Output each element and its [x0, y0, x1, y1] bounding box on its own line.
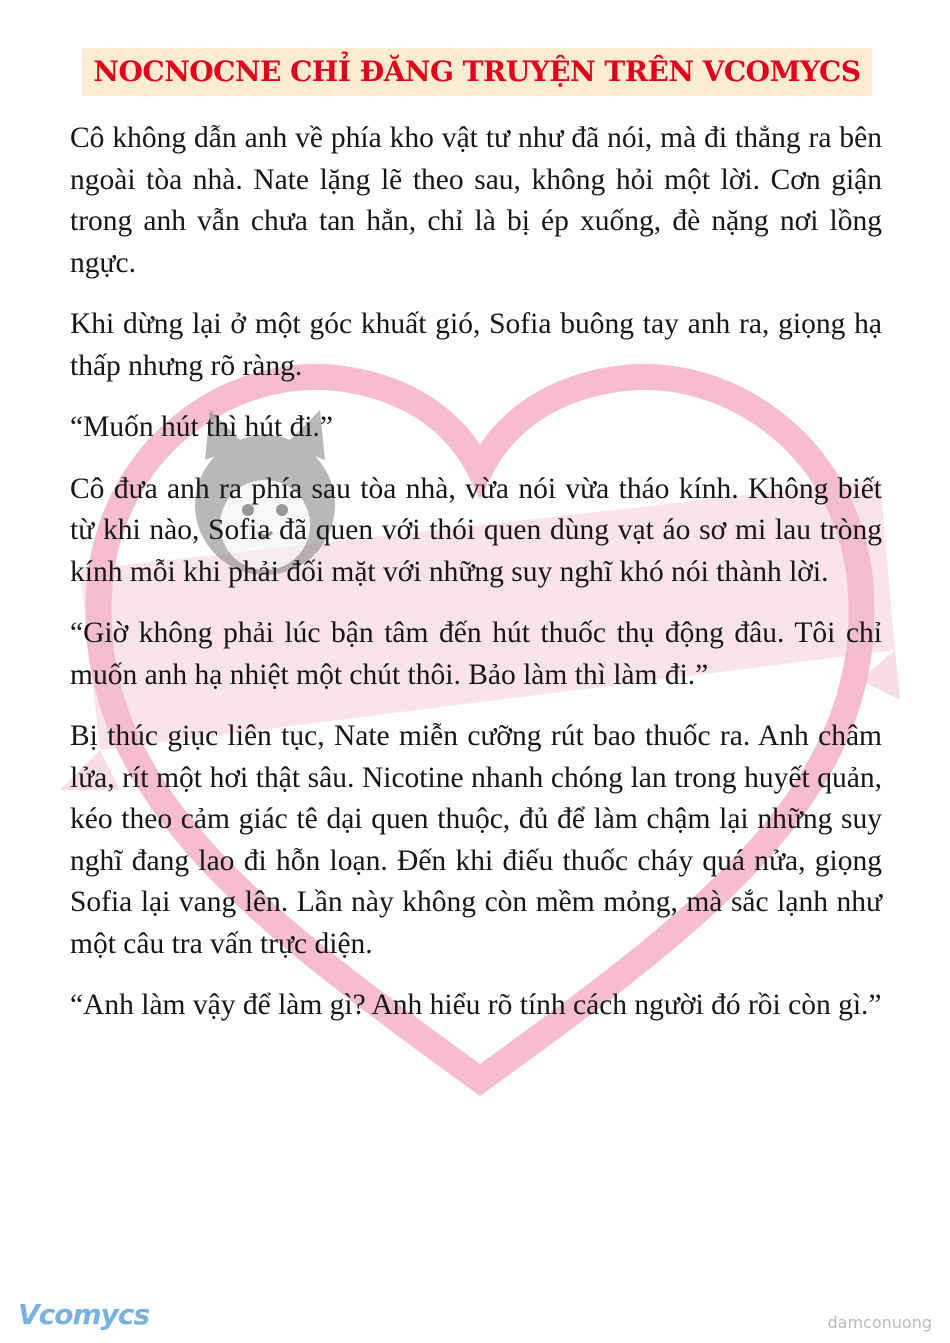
paragraph-6: Bị thúc giục liên tục, Nate miễn cưỡng rút bao thuốc ra. Anh châm lửa, rít một hơi thật sâu. Nicotine nhanh chóng lan trong huyết quản, kéo theo cảm giác tê dại quen thuộc, đủ để làm chậm lại những suy nghĩ đang lao đi hỗn loạn. Đến khi điếu thuốc cháy quá nửa, giọng Sofia lại vang lên. Lần này không còn mềm mỏng, mà sắc lạnh như một câu tra vấn trực diện. — [70, 720, 882, 960]
vcomycs-logo: Vcomycs — [18, 1298, 150, 1331]
paragraph-2: Khi dừng lại ở một góc khuất gió, Sofia buông tay anh ra, giọng hạ thấp nhưng rõ ràng. — [70, 308, 882, 382]
paragraph-7: “Anh làm vậy để làm gì? Anh hiểu rõ tính cách người đó rồi còn gì.” — [70, 989, 882, 1021]
document-body — [70, 48, 882, 1027]
source-watermark: damconuong — [827, 1313, 932, 1332]
paragraph-3: “Muốn hút thì hút đi.” — [70, 411, 334, 443]
paragraph-4: Cô đưa anh ra phía sau tòa nhà, vừa nói vừa tháo kính. Không biết từ khi nào, Sofia đã quen với thói quen dùng vạt áo sơ mi lau tròng kính mỗi khi phải đối mặt với những suy nghĩ khó nói thành lời. — [70, 472, 882, 588]
paragraph-1: Cô không dẫn anh về phía kho vật tư như đã nói, mà đi thẳng ra bên ngoài tòa nhà. Nate lặng lẽ theo sau, không hỏi một lời. Cơn giận trong anh vẫn chưa tan hẳn, chỉ là bị ép xuống, đè nặng nơi lồng ngực. — [70, 122, 882, 279]
paragraph-5: “Giờ không phải lúc bận tâm đến hút thuốc thụ động đâu. Tôi chỉ muốn anh hạ nhiệt một chút thôi. Bảo làm thì làm đi.” — [70, 617, 882, 691]
header-banner: NOCNOCNE CHỈ ĐĂNG TRUYỆN TRÊN VCOMYCS — [82, 48, 872, 96]
